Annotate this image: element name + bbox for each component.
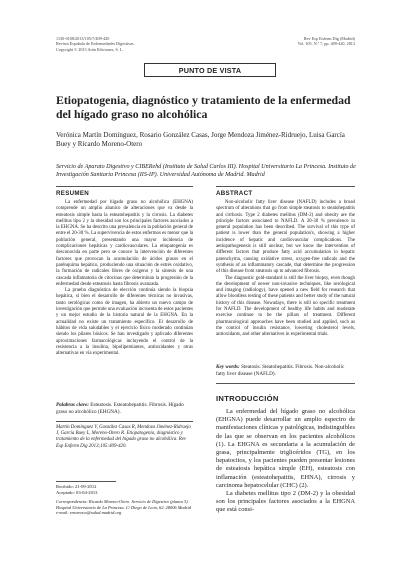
abstract-paragraph: The diagnostic gold-standard is still the liver biopsy, even though the development of newer non-invasive techniques, like serological and imaging (radiology), have opened a new field for research that allow bloodless testing of these patients and better study of the natural history of this disease. Nowadays, there is still no specific treatment for NAFLD. The development of healthy life habits and moderate exercise continue to be the pillars of treatment. Different pharmacological approaches have been studied and applied, such as the control of insulin resistance, lowering cholesterol levels, antioxidants, and other alternatives in experimental trials. [216, 275, 355, 338]
abstract-top-rule [216, 186, 355, 187]
header-issn: 1130-0108/2013/105/7/409-420 [56, 36, 110, 41]
dates-rule [56, 481, 116, 482]
abstract-keywords-text: Steatosis. Steatohepatitis. Fibrosis. Non-alcoholic fatty liver disease (NAFLD). [216, 364, 345, 377]
abstract-bottom-rule [216, 383, 355, 384]
abstract-keywords-label: Key words: [216, 364, 240, 370]
resumen-paragraph: La enfermedad por hígado graso no alcohólica (EHGNA) comprende un amplio abanico de alteraciones que va desde la esteatosis simple hasta la esteatohepatitis y la cirrosis. La diabetes mellitus tipo 2 y la obesidad son los principales factores asociados a la EHGNA. Se ha descrito una prevalencia en la población general de entre el 20-30 %. La supervivencia de estos enfermos es menor que la población general, presentando una mayor incidencia de complicaciones hepáticas y cardiovasculares. La etiopatogenia es desconocida en parte pero se conoce la intervención de diferentes factores que provocan la acumulación de ácidos grasos en el parénquima hepático, produciendo una situación de estrés oxidativo, la formación de radicales libres de oxígeno y la síntesis de una cascada inflamatoria de citocinas que determinan la progresión de la enfermedad desde esteatosis hasta fibrosis avanzada. [56, 200, 193, 287]
accepted-date: Aceptado: 03-04-2013 [56, 489, 98, 495]
journal-header-left [56, 36, 134, 52]
resumen-keywords-label: Palabras clave: [56, 402, 89, 408]
received-date: Recibido: 21-09-2012 [56, 484, 97, 489]
resumen-bottom-rule [56, 421, 193, 422]
abstract-body [216, 200, 355, 339]
introduction-body [216, 408, 355, 515]
header-journal-abbrev: Rev Esp Enferm Dig (Madrid) [303, 36, 355, 41]
header-volume: Vol. 105. N.º 7, pp. 409-420, 2013 [297, 41, 355, 47]
correspondence: Correspondencia: Ricardo Moreno-Otero. Servicio de Digestivo (planta 3). Hospital Universitario de La Princesa. C/ Diego de León, 62. 28006 Madrid e-mail: rmorenoo@salud.madrid.org [56, 499, 191, 516]
article-title: Etiopatogenia, diagnóstico y tratamiento de la enfermedad del hígado graso no alcohólica [56, 93, 351, 121]
journal-header-right [297, 36, 355, 47]
author-affiliation: Servicio de Aparato Digestivo y CIBERehd (Instituto de Salud Carlos III). Hospital Universitario La Princesa. Instituto de Investigación Sanitaria Princesa (IIS-IP). Universidad Autónoma de Madrid. Madrid [56, 164, 356, 179]
introduction-heading: INTRODUCCIÓN [216, 394, 279, 403]
header-journal-name: Revista Española de Enfermedades Digestivas [56, 41, 134, 47]
resumen-keywords-text: Esteatosis. Esteatohepatitis. Fibrosis. Hígado graso no alcohólico (EHGNA). [56, 402, 184, 415]
resumen-paragraph: La prueba diagnóstica de elección continúa siendo la biopsia hepática, si bien el desarrollo de diferentes técnicas no invasivas, tanto serológicas como de imagen, ha abierto un nuevo campo de investigación que permite una evaluación incruenta de estos pacientes y un mejor estudio de la historia natural de la EHGNA. En la actualidad no existe un tratamiento específico. El desarrollo de hábitos de vida saludables y el ejercicio físico moderado continúan siendo los pilares básicos. Se han investigado y aplicado diferentes aproximaciones farmacológicas incluyendo el control de la resistencia a la insulina, hipolipemiantes, antioxidantes y otras alternativas en vía experimental. [56, 288, 193, 357]
introduction-paragraph: La diabetes mellitus tipo 2 (DM-2) y la obesidad son los principales factores asociados a la EHGNA que está consi- [216, 490, 355, 514]
article-dates [56, 484, 193, 496]
abstract-paragraph: Non-alcoholic fatty liver disease (NAFLD) includes a broad spectrum of alterations that go from simple steatosis to steatohepatitis and cirrhosis. Type 2 diabetes mellitus (DM-2) and obesity are the principle factors associated to NAFLD. A 20-30 % prevalence in general population has been described. The survival of this type of patient is lower than the general population's, showing a higher incidence of hepatic and cardiovascular complications. The aetiopathogenesis is still unclear, but we know the intervention of different factors that produce fatty acid accumulation in hepatic parenchyma, causing oxidative stress, oxygen-free radicals and the synthesis of an inflammatory cascade, that determine the progression of this disease from steatosis up to advanced fibrosis. [216, 200, 355, 275]
resumen-top-rule [56, 186, 193, 187]
abstract-heading: ABSTRACT [216, 190, 253, 197]
resumen-heading: RESUMEN [56, 190, 90, 197]
introduction-paragraph: La enfermedad del hígado graso no alcohólica (EHGNA) puede desarrollar un amplio espectro de manifestaciones clínicas y patológicas, indistinguibles de las que se observan en los pacientes alcohólicos (1). La EHGNA es secundaria a la acumulación de grasa, principalmente triglicéridos (TG), en los hepatocitos, y los pacientes pueden presentar lesiones de esteatosis hepática simple (EH), esteatosis con inflamación (esteatohepatitis, EHNA), cirrosis y carcinoma hepatocelular (CHC) (2). [216, 408, 355, 489]
resumen-body [56, 200, 193, 357]
header-copyright: Copyright © 2013 Arán Ediciones, S. L. [56, 46, 124, 52]
citation: Martín Domínguez V, González Casas R, Mendoza Jiménez-Ridruejo J, García Buey L, Moreno-Otero R. Etiopatogenia, diagnóstico y tratamiento de la enfermedad del hígado graso no alcohólica. Rev Esp Enferm Dig 2013;105:409-420. [56, 425, 191, 449]
section-label: PUNTO DE VISTA [144, 63, 276, 77]
author-list: Verónica Martín Domínguez, Rosario González Casas, Jorge Mendoza Jiménez-Ridruejo, Luisa García Buey y Ricardo Moreno-Otero [56, 131, 345, 149]
abstract-keywords [216, 364, 355, 377]
resumen-keywords [56, 402, 193, 415]
